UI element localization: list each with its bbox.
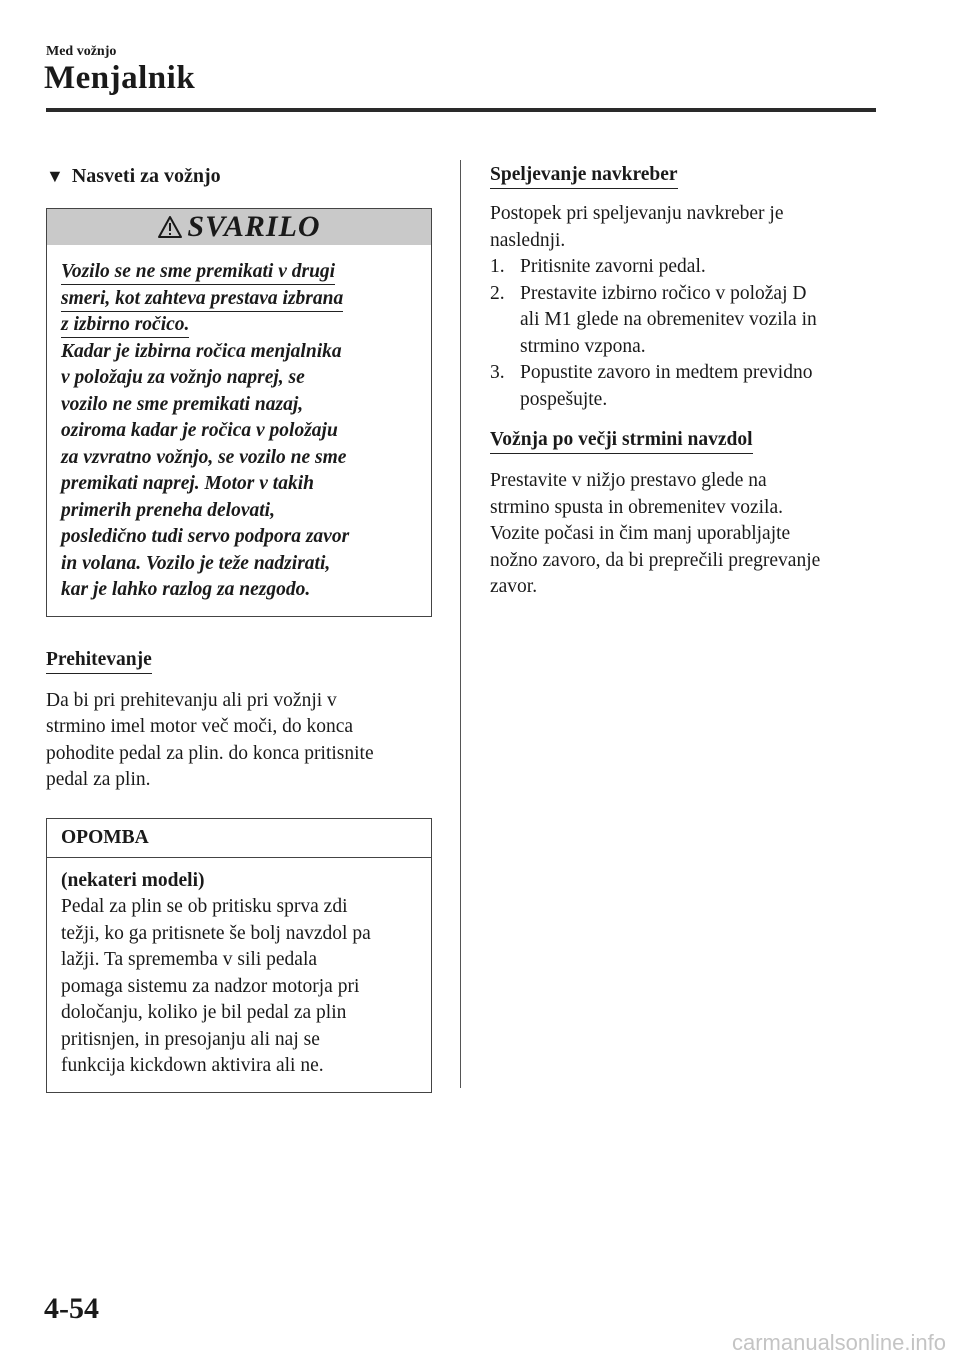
warning-line: za vzvratno vožnjo, se vozilo ne sme <box>61 446 347 468</box>
list-line: Pritisnite zavorni pedal. <box>520 256 706 277</box>
overtaking-paragraph <box>46 688 432 794</box>
uphill-heading: Speljevanje navkreber <box>490 162 678 189</box>
paragraph-line: pohodite pedal za plin. do konca pritisnite <box>46 742 374 764</box>
warning-underlined-line: Vozilo se ne sme premikati v drugi <box>61 260 335 285</box>
warning-line: in volana. Vozilo je teže nadzirati, <box>61 552 331 574</box>
note-line: funkcija kickdown aktivira ali ne. <box>61 1055 324 1076</box>
warning-triangle-icon <box>157 215 183 239</box>
note-subtitle: (nekateri modeli) <box>61 869 205 891</box>
list-number: 1. <box>490 256 505 277</box>
warning-title: SVARILO <box>187 210 321 243</box>
list-line: Popustite zavoro in medtem previdno <box>520 362 813 383</box>
warning-header <box>47 209 431 245</box>
list-line: strmino vzpona. <box>520 335 646 357</box>
warning-underlined-line: smeri, kot zahteva prestava izbrana <box>61 287 343 312</box>
left-column <box>46 160 432 1093</box>
warning-line: posledično tudi servo podpora zavor <box>61 526 350 547</box>
paragraph-line: strmino spusta in obremenitev vozila. <box>490 496 783 518</box>
warning-line: Kadar je izbirna ročica menjalnika <box>61 340 342 362</box>
warning-line: vozilo ne sme premikati nazaj, <box>61 393 304 415</box>
downhill-paragraph <box>490 468 876 601</box>
paragraph-line: nožno zavoro, da bi preprečili pregrevanje <box>490 549 821 571</box>
downhill-heading: Vožnja po večji strmini navzdol <box>490 427 753 454</box>
header-subtitle: Med vožnjo <box>46 44 117 59</box>
note-line: težji, ko ga pritisnete še bolj navzdol pa <box>61 922 371 944</box>
note-line: lažji. Ta sprememba v sili pedala <box>61 949 318 970</box>
warning-body <box>47 245 431 616</box>
note-header: OPOMBA <box>47 819 431 858</box>
paragraph-line: zavor. <box>490 576 538 597</box>
triangle-down-icon: ▼ <box>46 165 64 186</box>
section-heading-text: Nasveti za vožnjo <box>71 164 221 187</box>
warning-line: kar je lahko razlog za nezgodo. <box>61 579 311 600</box>
note-line: določanju, koliko je bil pedal za plin <box>61 1002 347 1023</box>
note-body <box>47 858 431 1092</box>
paragraph-line: Da bi pri prehitevanju ali pri vožnji v <box>46 689 337 711</box>
note-line: pritisnjen, in presojanju ali naj se <box>61 1028 320 1050</box>
overtaking-heading: Prehitevanje <box>46 647 152 674</box>
list-line: Prestavite izbirno ročico v položaj D <box>520 282 807 304</box>
warning-line: primerih preneha delovati, <box>61 499 275 521</box>
header-rule <box>46 108 876 112</box>
note-box <box>46 818 432 1093</box>
warning-line: oziroma kadar je ročica v položaju <box>61 420 338 441</box>
right-column <box>490 160 876 601</box>
page-number: 4-54 <box>44 1292 99 1325</box>
list-line: ali M1 glede na obremenitev vozila in <box>520 309 817 330</box>
warning-line: premikati naprej. Motor v takih <box>61 473 314 494</box>
warning-line: v položaju za vožnjo naprej, se <box>61 367 305 388</box>
paragraph-line: naslednji. <box>490 229 566 251</box>
list-item <box>490 360 876 413</box>
list-item <box>490 281 876 361</box>
list-item <box>490 254 876 281</box>
list-number: 2. <box>490 282 505 304</box>
warning-box <box>46 208 432 617</box>
uphill-intro <box>490 201 876 254</box>
page-title: Menjalnik <box>44 60 196 96</box>
note-line: pomaga sistemu za nadzor motorja pri <box>61 975 360 997</box>
list-line: pospešujte. <box>520 388 608 410</box>
uphill-steps <box>490 254 876 413</box>
note-line: Pedal za plin se ob pritisku sprva zdi <box>61 896 348 917</box>
watermark: carmanualsonline.info <box>731 1330 946 1355</box>
paragraph-line: strmino imel motor več moči, do konca <box>46 716 354 737</box>
column-divider <box>460 160 461 1088</box>
paragraph-line: Prestavite v nižjo prestavo glede na <box>490 470 767 491</box>
paragraph-line: Vozite počasi in čim manj uporabljajte <box>490 523 791 544</box>
section-heading <box>46 160 432 192</box>
paragraph-line: pedal za plin. <box>46 769 151 790</box>
list-number: 3. <box>490 362 505 383</box>
paragraph-line: Postopek pri speljevanju navkreber je <box>490 203 784 224</box>
warning-underlined-line: z izbirno ročico. <box>61 313 189 338</box>
